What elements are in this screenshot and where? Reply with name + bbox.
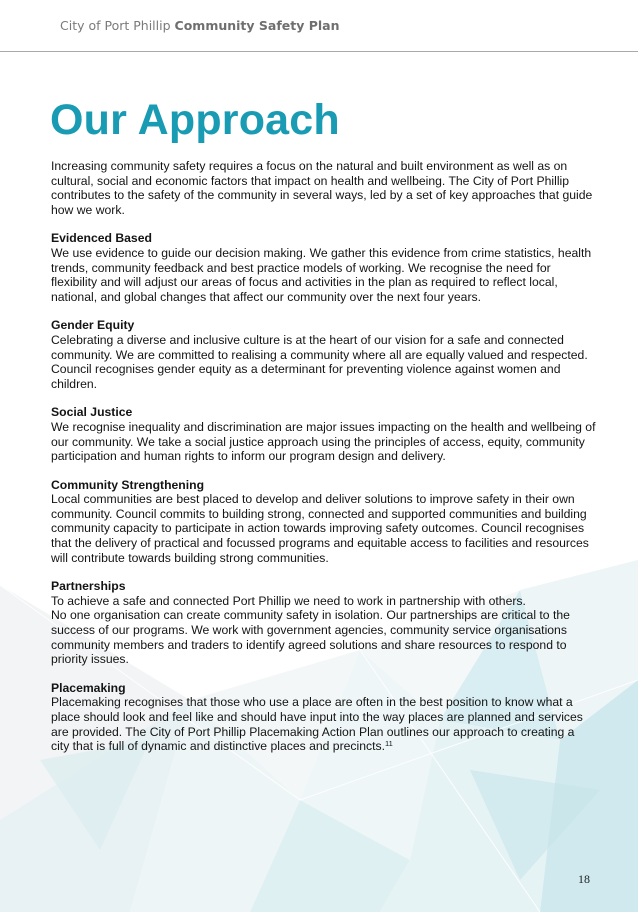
section-body: Placemaking recognises that those who use a place are often in the best position to know what a place should look and feel like and should have input into the way places are planned and services are provided. The City of Port Phillip Placemaking Action Plan outlines our approach to creating a city that is full of dynamic and distinctive places and precincts. — [51, 695, 583, 754]
intro-paragraph: Increasing community safety requires a focus on the natural and built environment as well as on cultural, social and economic factors that impact on health and wellbeing. The City of Port Phillip contributes to the safety of the community in several ways, led by a set of key approaches that guide how we work. — [51, 159, 593, 217]
section-body: Local communities are best placed to develop and deliver solutions to improve safety in their own community. Council commits to building strong, connected and supported communities and building community capacity to participate in action towards improving safety outcomes. Council recognises that the delivery of practical and focussed programs and equitable access to facilities and resources will contribute towards building strong communities. — [51, 492, 589, 565]
section-partnerships — [51, 579, 596, 667]
section-body-line1: To achieve a safe and connected Port Phillip we need to work in partnership with others. — [51, 593, 526, 608]
page-number: 18 — [578, 872, 590, 886]
section-heading: Social Justice — [51, 405, 133, 420]
footnote-reference[interactable]: 11 — [384, 739, 393, 749]
page-title: Our Approach — [50, 96, 340, 144]
section-body: We recognise inequality and discrimination are major issues impacting on the health and wellbeing of our community. We take a social justice approach using the principles of access, equity, community participation and human rights to inform our program design and delivery. — [51, 419, 596, 464]
section-heading: Placemaking — [51, 680, 126, 695]
section-heading: Evidenced Based — [51, 231, 152, 246]
section-heading: Gender Equity — [51, 318, 135, 333]
section-body: Celebrating a diverse and inclusive culture is at the heart of our vision for a safe and connected community. We are committed to realising a community where all are equally valued and respected. Council recognises gender equity as a determinant for preventing violence against women and children. — [51, 332, 588, 391]
section-body: We use evidence to guide our decision making. We gather this evidence from crime statistics, health trends, community feedback and best practice models of working. We recognise the need for flexibility and will adjust our areas of focus and activities in the plan as required to reflect local, national, and global changes that affect our community over the next four years. — [51, 245, 592, 304]
header-prefix: City of Port Phillip — [60, 18, 171, 33]
section-body: No one organisation can create community safety in isolation. Our partnerships are critical to the success of our programs. We work with government agencies, community service organisations community members and traders to identify agreed solutions and share resources to respond to priority issues. — [51, 608, 570, 667]
section-community-strengthening — [51, 478, 596, 566]
section-social-justice — [51, 405, 596, 463]
header-text — [60, 18, 340, 33]
section-evidenced-based — [51, 231, 596, 304]
section-body-with-footnote — [51, 695, 596, 753]
section-heading: Partnerships — [51, 579, 126, 594]
page-body — [51, 159, 596, 768]
header-title: Community Safety Plan — [174, 18, 340, 33]
section-gender-equity — [51, 318, 596, 391]
running-header — [0, 0, 638, 52]
section-placemaking — [51, 681, 596, 754]
section-heading: Community Strengthening — [51, 477, 205, 492]
